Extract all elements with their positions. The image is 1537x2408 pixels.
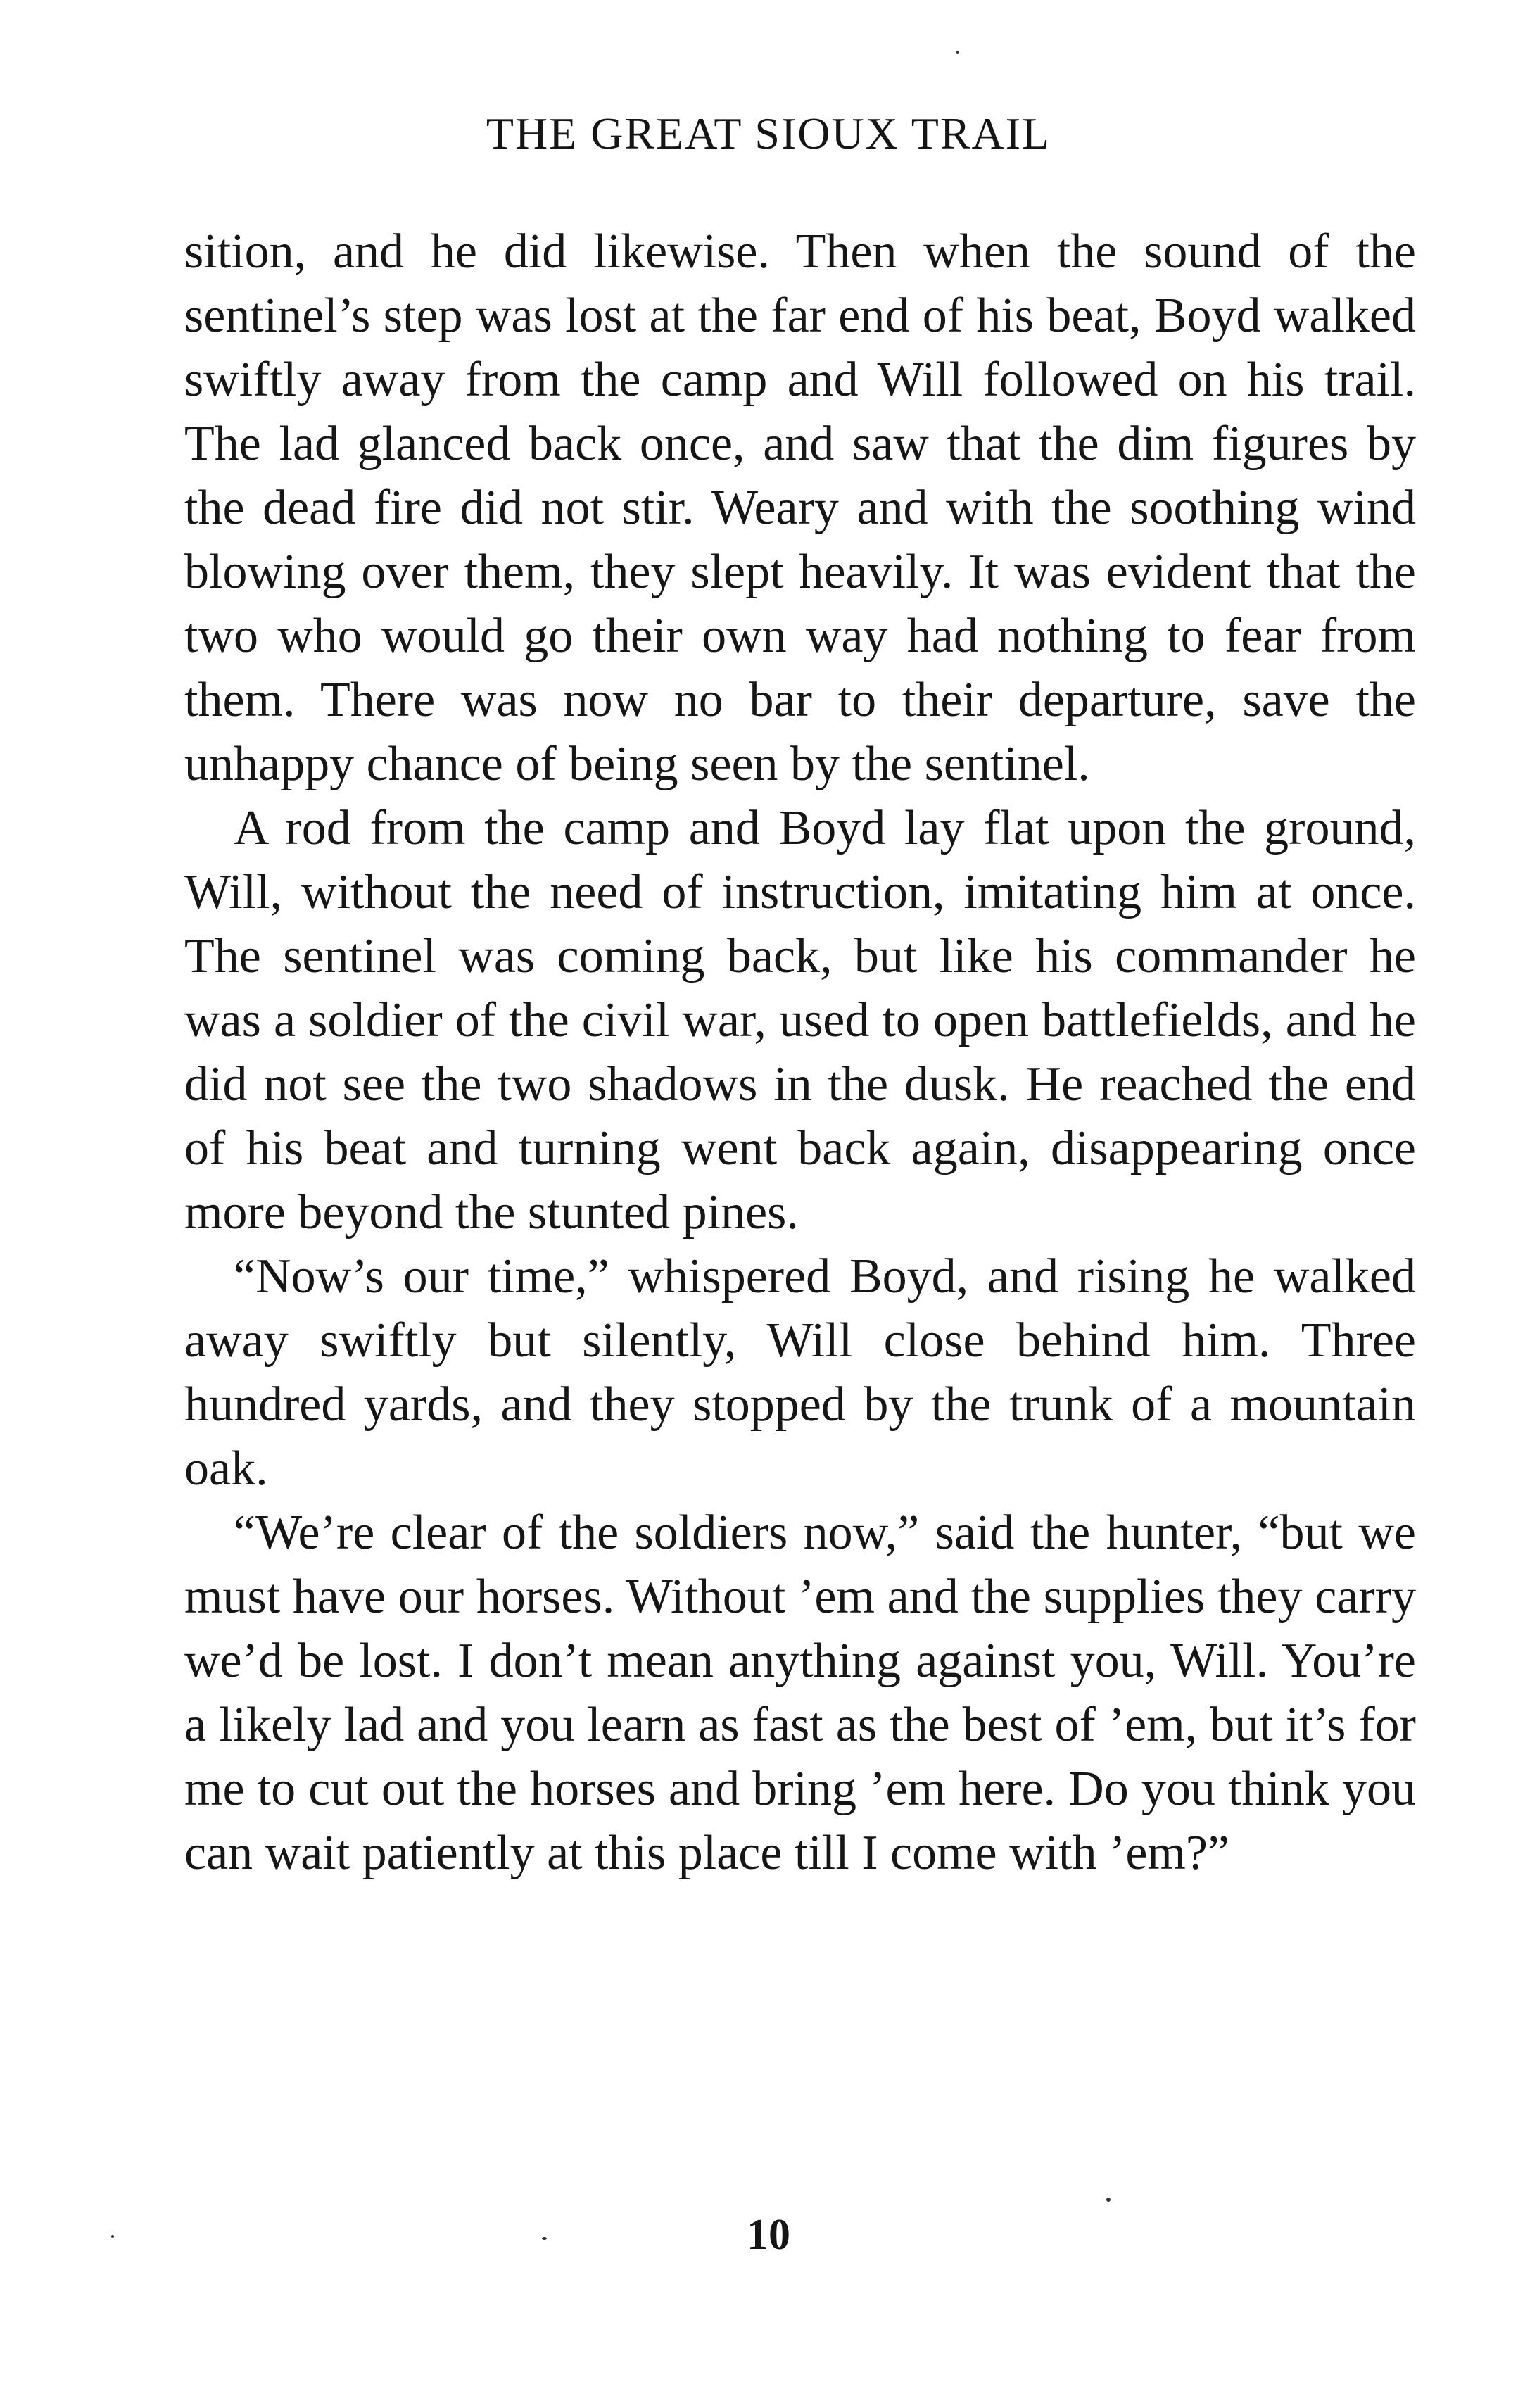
body-text [184,220,1416,1885]
paragraph-2: A rod from the camp and Boyd lay flat upon the ground, Will, without the need of instruction, imitating him at once. The sentinel was coming back, but like his commander he was a soldier of the civil war, used to open battlefields, and he did not see the two shadows in the dusk. He reached the end of his beat and turning went back again, disappearing once more beyond the stunted pines. [184,801,1416,1240]
paragraph-4: “We’re clear of the soldiers now,” said the hunter, “but we must have our horses. Without ’em and the supplies they carry we’d be lost. I don’t mean anything against you, Will. You’re a likely lad and you learn as fast as the best of ’em, but it’s for me to cut out the horses and bring ’em here. Do you think you can wait patiently at this place till I come with ’em?” [184,1506,1416,1880]
scan-speck [111,2235,114,2238]
paragraph-3: “Now’s our time,” whispered Boyd, and rising he walked away swiftly but silently, Will close behind him. Three hundred yards, and they stopped by the trunk of a mountain oak. [184,1249,1416,1496]
running-head: THE GREAT SIOUX TRAIL [486,108,1051,158]
scan-speck [542,2237,547,2240]
scan-speck [956,51,959,54]
page-number: 10 [747,2211,790,2259]
paragraph-1: sition, and he did likewise. Then when the sound of the sentinel’s step was lost at the far end of his beat, Boyd walked swiftly away from the camp and Will followed on his trail. The lad glanced back once, and saw that the dim figures by the dead fire did not stir. Weary and with the soothing wind blowing over them, they slept heavily. It was evident that the two who would go their own way had nothing to fear from them. There was now no bar to their departure, save the unhappy chance of being seen by the sentinel. [184,225,1416,791]
scan-speck [1106,2198,1111,2202]
